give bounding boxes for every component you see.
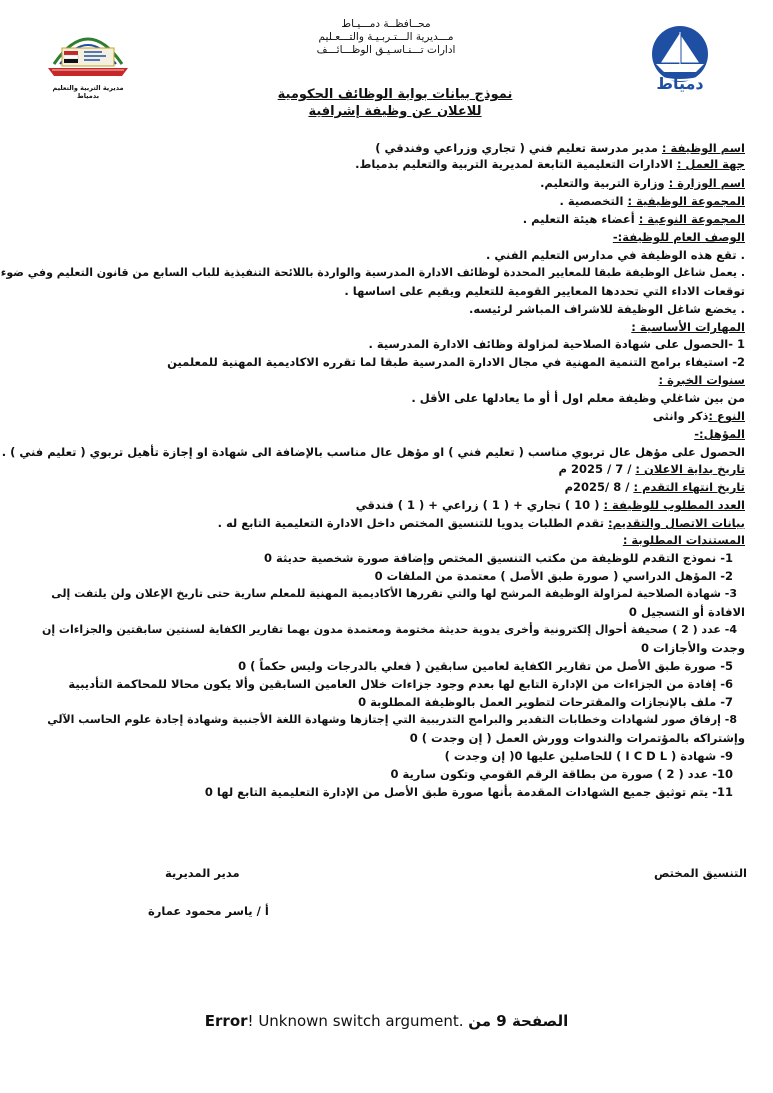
start-date-value: / 7 / 2025 م <box>558 462 636 476</box>
desc-line-3: . يخضع شاغل الوظيفة للاشراف المباشر لرئيسه. <box>469 302 745 316</box>
document-item: 8- إرفاق صور لشهادات وخطابات التقدير والبرامج التدريبية التي إجتازها وشهادة اللغة الأجنبية وشهادة إجادة علوم الحاسب الآلي <box>47 713 737 726</box>
damietta-logo-text: دمياط <box>656 74 704 93</box>
document-item: وجدت والأجازات 0 <box>640 641 745 655</box>
end-date-row <box>28 480 745 494</box>
document-item: 2- المؤهل الدراسي ( صورة طبق الأصل ) معتمدة من الملفات 0 <box>374 569 733 583</box>
document-item: 9- شهادة ( I C D L ) للحاصلين عليها 0( إن وجدت ) <box>444 749 733 763</box>
end-date-value: / 8 /2025م <box>564 480 634 494</box>
desc-line-1: . تقع هذه الوظيفة في مدارس التعليم الفني . <box>486 248 745 262</box>
job-name-label: اسم الوظيفة : <box>661 141 745 155</box>
document-item: 4- عدد ( 2 ) صحيفة أحوال إلكترونية وأخرى يدوية حديثة مختومة ومعتمدة مدون بهما تقارير الكفاية لسنتين سابقتين والجزاءات إن <box>41 623 737 636</box>
experience-value: من بين شاغلي وظيفة معلم اول أ أو ما يعادلها على الأقل . <box>411 391 745 405</box>
employer-value: الادارات التعليمية التابعة لمديرية التربية والتعليم بدمياط. <box>355 157 677 171</box>
gender-value: ذكر وانثى <box>652 409 709 423</box>
directorate-logo <box>42 20 134 100</box>
footer-error-word: Error <box>204 1012 248 1030</box>
desc-line-2b: توقعات الاداء التي تحددها المعايير القومية للتعليم ويقيم على اساسها . <box>344 284 745 298</box>
document-item: وإشتراكه بالمؤتمرات والندوات وورش العمل ( إن وجدت ) 0 <box>409 731 745 745</box>
documents-heading: المستندات المطلوبة : <box>622 533 745 547</box>
functional-group-label: المجموعة الوظيفية : <box>627 194 745 208</box>
page-footer <box>0 1012 773 1030</box>
document-item: 5- صورة طبق الأصل من تقارير الكفاية لعامين سابقين ( فعلي بالدرجات وليس حكماً ) 0 <box>238 659 733 673</box>
functional-group-row <box>28 194 745 208</box>
document-item: 7- ملف بالإنجازات والمقترحات لتطوير العمل بالوظيفة المطلوبة 0 <box>358 695 733 709</box>
skills-heading: المهارات الأساسية : <box>631 320 745 334</box>
general-desc-heading: الوصف العام للوظيفة:- <box>612 230 745 244</box>
count-row <box>28 498 745 512</box>
document-item: 6- إفادة من الجزاءات من الإدارة التابع لها بعدم وجود جزاءات خلال العامين السابقين وألا يكون محالا للمحاكمة التأديبية <box>68 677 733 691</box>
footer-error-text: ! Unknown switch argument. <box>247 1012 464 1030</box>
directorate-emblem-icon <box>42 20 134 82</box>
director-signature: مدير المديرية <box>165 866 240 880</box>
qualitative-group-row <box>28 212 745 226</box>
footer-page-label: الصفحة 9 من <box>468 1012 569 1030</box>
job-name-value: مدير مدرسة تعليم فني ( تجاري وزراعي وفندقي ) <box>375 141 662 155</box>
gender-label: النوع : <box>708 409 745 423</box>
ministry-value: وزارة التربية والتعليم. <box>540 176 669 190</box>
document-item: 11- يتم توثيق جميع الشهادات المقدمة بأنها صورة طبق الأصل من الإدارة التعليمية التابع لها 0 <box>204 785 733 799</box>
start-date-label: تاريخ بداية الاعلان : <box>635 462 745 476</box>
contact-label: بيانات الاتصال والتقديم: <box>608 516 745 530</box>
skill-1: 1 -الحصول على شهادة الصلاحية لمزاولة وظائف الادارة المدرسية . <box>368 337 745 351</box>
skill-2: 2- استيفاء برامج التنمية المهنية في مجال الادارة المدرسية طبقا لما تقرره الاكاديمية المهنية للمعلمين <box>167 355 745 369</box>
header-block <box>236 18 536 57</box>
document-item: الافادة أو التسجيل 0 <box>628 605 745 619</box>
qualitative-group-label: المجموعة النوعية : <box>638 212 745 226</box>
qualification-value: الحصول على مؤهل عال تربوي مناسب ( تعليم فني ) او مؤهل عال مناسب بالإضافة الى شهادة او إجازة تأهيل تربوي ( تعليم فني ) . <box>1 445 745 459</box>
title-block <box>230 86 560 120</box>
desc-line-2a: . يعمل شاغل الوظيفة طبقا للمعايير المحددة لوظائف الادارة المدرسية والواردة باللائحة التنفيذية للباب السابع من قانون التعليم وفي ضوء <box>0 266 745 279</box>
employer-row <box>28 157 745 171</box>
gender-row <box>28 409 745 423</box>
experience-heading: سنوات الخبرة : <box>658 373 745 387</box>
count-value: ( 10 ) تجاري + ( 1 ) زراعي + ( 1 ) فندقي <box>355 498 604 512</box>
document-item: 10- عدد ( 2 ) صورة من بطاقة الرقم القومي وتكون سارية 0 <box>390 767 733 781</box>
employer-label: جهة العمل : <box>676 157 745 171</box>
functional-group-value: التخصصية . <box>559 194 628 208</box>
contact-value: تقدم الطلبات يدويا للتنسيق المختص داخل الادارة التعليمية التابع له . <box>217 516 609 530</box>
document-item: 3- شهادة الصلاحية لمزاولة الوظيفة المرشح لها والتي تقررها الأكاديمية المهنية للمعلم سارية حتى تاريخ الإعلان ولن يلتفت إلى <box>51 587 737 600</box>
ministry-row <box>28 176 745 190</box>
count-label: العدد المطلوب للوظيفة : <box>603 498 745 512</box>
ministry-label: اسم الوزارة : <box>668 176 745 190</box>
document-item: 1- نموذج التقدم للوظيفة من مكتب التنسيق المختص وإضافة صورة شخصية حديثة 0 <box>263 551 733 565</box>
directorate-logo-caption: مديرية التربية والتعليم بدمياط <box>52 84 124 100</box>
director-name: أ / ياسر محمود عمارة <box>148 904 269 918</box>
end-date-label: تاريخ انتهاء التقدم : <box>633 480 745 494</box>
qualification-heading: المؤهل:- <box>694 427 745 441</box>
coordinator-signature: التنسيق المختص <box>653 866 747 880</box>
qualitative-group-value: أعضاء هيئة التعليم . <box>522 212 639 226</box>
contact-row <box>28 516 745 530</box>
job-name-row <box>28 141 745 155</box>
department-name: ادارات تـــنـاسـيـق الوظـــائـــف <box>316 44 456 56</box>
governorate-name: محــافظــة دمـــيـاط <box>341 18 431 30</box>
title-line-2: للاعلان عن وظيفة إشرافية <box>308 104 482 119</box>
title-line-1: نموذج بيانات بوابة الوظائف الحكومية <box>277 87 513 102</box>
start-date-row <box>28 462 745 476</box>
damietta-logo <box>634 24 726 94</box>
directorate-name: مـــديرية الـــتـربـيـة والتـــعـليم <box>318 31 454 43</box>
